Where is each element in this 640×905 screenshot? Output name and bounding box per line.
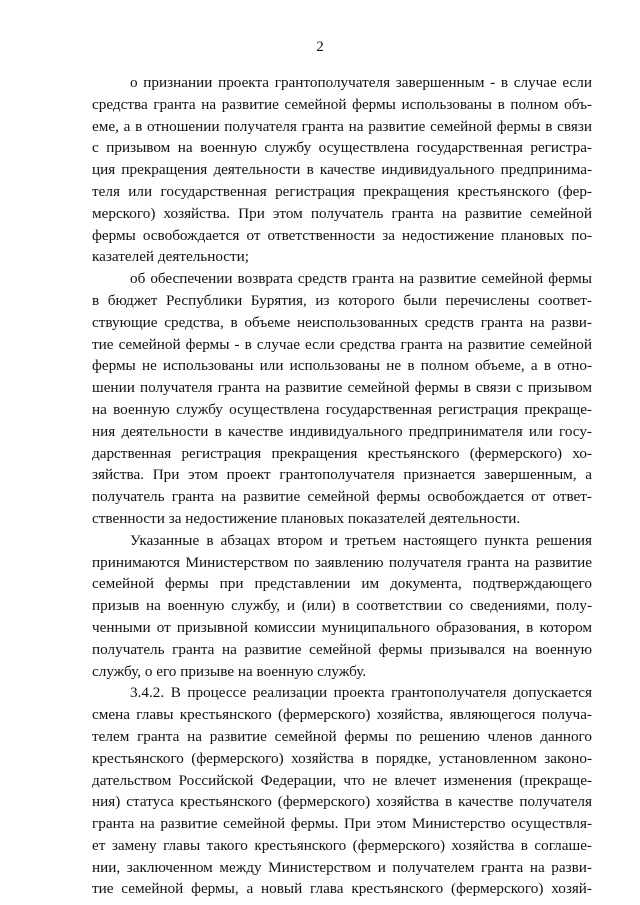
text-line: ния деятельности в качестве индивидуального предпринимателя или госу-	[92, 422, 592, 440]
page-number: 2	[316, 39, 324, 55]
text-line: на военную службу осуществлена государственная регистрация прекраще-	[92, 400, 592, 418]
text-line: ния) статуса крестьянского (фермерского) хозяйства в качестве получателя	[92, 793, 592, 811]
text-line: фермы не использованы или использованы не в полном объеме, а в отно-	[92, 357, 592, 375]
text-line: дательством Российской Федерации, что не влечет изменения (прекраще-	[92, 771, 592, 789]
text-line: ция прекращения деятельности в качестве индивидуального предпринима-	[92, 161, 592, 179]
text-line: фермы освобождается от ответственности за недостижение плановых по-	[92, 226, 592, 244]
text-line: ченными от призывной комиссии муниципального образования, в котором	[92, 618, 592, 636]
text-line: нии, заключенном между Министерством и получателем гранта на разви-	[92, 858, 592, 876]
text-line: получатель гранта на развитие семейной фермы освобождается от ответ-	[92, 488, 592, 506]
text-line: крестьянского (фермерского) хозяйства в порядке, установленном законо-	[92, 749, 592, 767]
text-line: гранта на развитие семейной фермы. При этом Министерство осуществля-	[92, 815, 592, 833]
text-line: о признании проекта грантополучателя завершенным - в случае если	[130, 74, 592, 91]
text-line: призыв на военную службу, и (или) в соответствии со сведениями, полу-	[92, 597, 592, 615]
text-line: семейной фермы при представлении им документа, подтверждающего	[92, 575, 592, 593]
text-line: тие семейной фермы, а новый глава крестьянского (фермерского) хозяй-	[92, 880, 592, 898]
text-line: средства гранта на развитие семейной фермы использованы в полном объ-	[92, 95, 592, 113]
text-line: Указанные в абзацах втором и третьем настоящего пункта решения	[130, 531, 592, 549]
text-line: еме, а в отношении получателя гранта на развитие семейной фермы в связи	[92, 117, 592, 135]
text-line: шении получателя гранта на развитие семейной фермы в связи с призывом	[92, 379, 592, 397]
text-line: дарственная регистрация прекращения крестьянского (фермерского) хо-	[92, 444, 592, 462]
text-line: об обеспечении возврата средств гранта на развитие семейной фермы	[130, 270, 592, 288]
text-line: казателей деятельности;	[92, 248, 250, 266]
text-line: службу, о его призыве на военную службу.	[92, 662, 367, 680]
text-line: ствующие средства, в объеме неиспользованных средств гранта на разви-	[92, 313, 592, 331]
text-line: получатель гранта на развитие семейной фермы призывался на военную	[92, 640, 592, 658]
text-line: мерского) хозяйства. При этом получатель гранта на развитие семейной	[92, 204, 592, 222]
text-line: в бюджет Республики Бурятия, из которого были перечислены соответ-	[92, 291, 592, 309]
text-line: 3.4.2. В процессе реализации проекта грантополучателя допускается	[130, 684, 592, 702]
text-line: принимаются Министерством по заявлению получателя гранта на развитие	[92, 553, 592, 571]
text-line: с призывом на военную службу осуществлена государственная регистра-	[92, 139, 592, 157]
body-text	[92, 72, 592, 900]
text-line: ственности за недостижение плановых показателей деятельности.	[92, 509, 521, 527]
text-line: зяйства. При этом проект грантополучателя признается завершенным, а	[92, 466, 592, 484]
text-line: телем гранта на развитие семейной фермы по решению членов данного	[92, 727, 592, 745]
text-line: ет замену главы такого крестьянского (фермерского) хозяйства в соглаше-	[92, 836, 592, 854]
text-line: теля или государственная регистрация прекращения крестьянского (фер-	[92, 182, 592, 200]
text-line: тие семейной фермы - в случае если средства гранта на развитие семейной	[92, 335, 592, 353]
text-line: смена главы крестьянского (фермерского) хозяйства, являющегося получа-	[92, 706, 592, 724]
